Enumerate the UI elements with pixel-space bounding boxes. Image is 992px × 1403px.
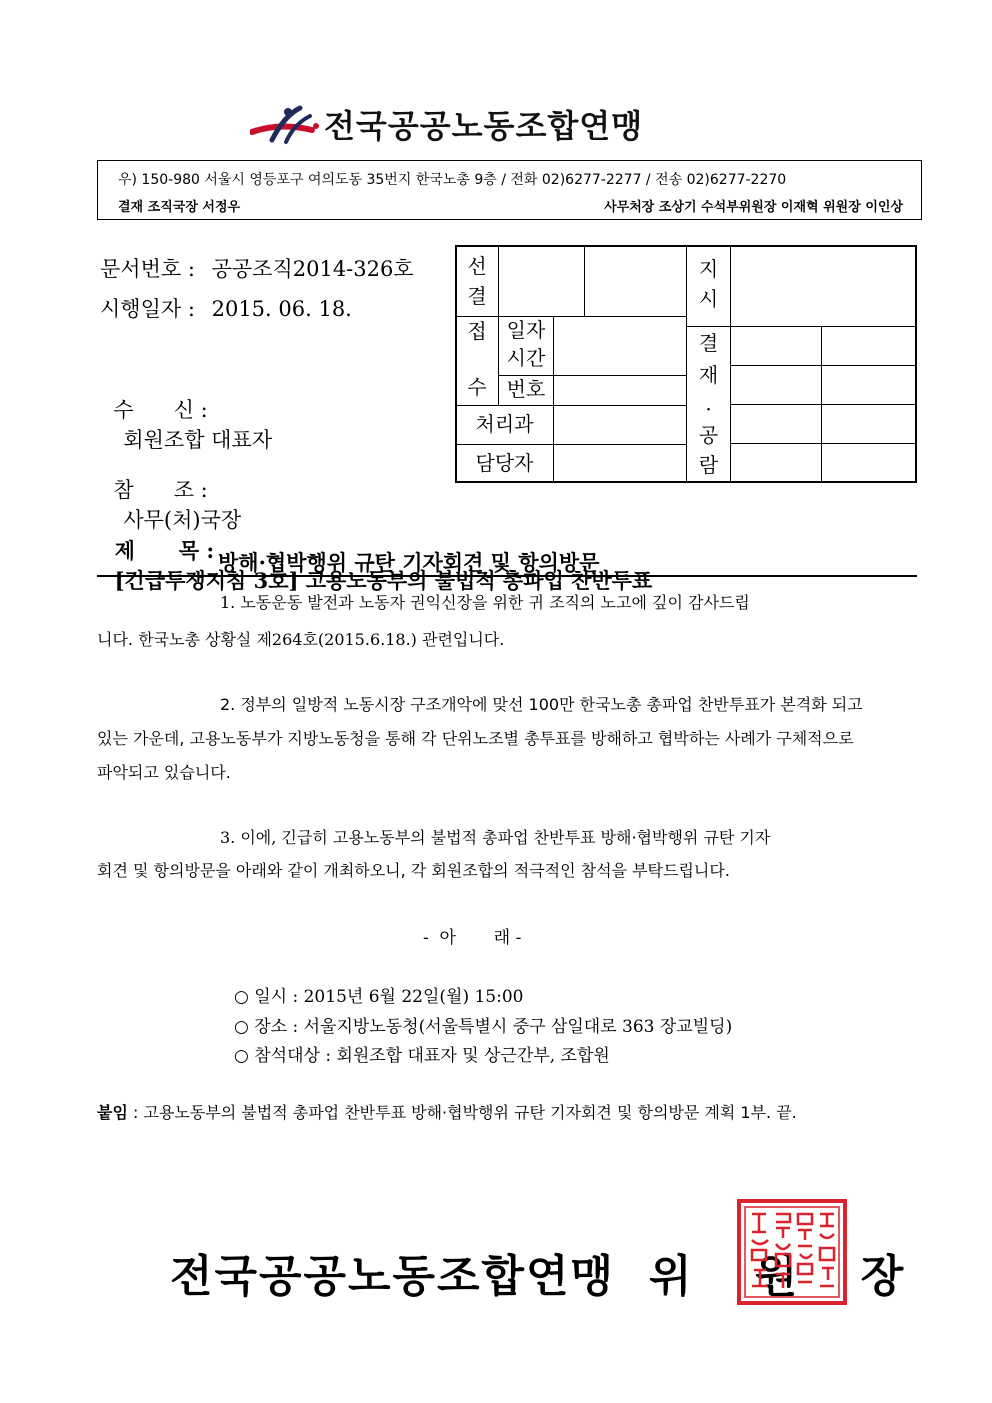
sungyeol-box-2 — [584, 245, 687, 317]
ilja-value-cell — [553, 316, 687, 376]
label-jeop: 접 — [467, 319, 487, 343]
official-seal-icon — [736, 1198, 848, 1306]
approval-box — [821, 443, 917, 483]
approver-left: 결재 조직국장 서정우 — [118, 200, 241, 215]
label-gyeol2: 결 — [698, 331, 719, 355]
enforce-date: 2015. 06. 18. — [211, 297, 352, 321]
approval-box — [730, 404, 822, 444]
approval-box — [821, 404, 917, 444]
subject-divider — [97, 575, 917, 577]
reference: 사무(처)국장 — [123, 508, 242, 532]
paragraph-2-line-2: 있는 가운데, 고용노동부가 지방노동청을 통해 각 단위노조별 총투표를 방해하고 협박하는 사례가 구체적으로 — [97, 729, 854, 748]
approver-right: 사무처장 조상기 수석부위원장 이재혁 위원장 이인상 — [604, 200, 903, 215]
recipient-label: 수 신 : — [113, 398, 208, 422]
recipient: 회원조합 대표자 — [123, 428, 273, 452]
doc-number: 공공조직2014-326호 — [211, 257, 414, 281]
signature-title: 위 원 장 — [649, 1251, 928, 1302]
label-jae: 재 — [698, 363, 719, 387]
recipient-row — [100, 370, 272, 454]
below-heading: - 아 래 - — [423, 928, 522, 948]
label-dot: · — [705, 397, 712, 421]
date-row — [100, 293, 352, 323]
union-logo-icon — [250, 102, 330, 146]
label-ilja: 일자 — [506, 318, 546, 342]
attachment-row — [97, 1100, 797, 1123]
doc-number-row — [100, 253, 414, 283]
approval-box — [821, 326, 917, 366]
approval-grid — [455, 245, 917, 483]
doc-number-label: 문서번호 : — [100, 257, 195, 281]
label-su: 수 — [467, 375, 487, 399]
org-name-header: 전국공공노동조합연맹 — [324, 107, 644, 145]
approval-box — [730, 443, 822, 483]
date-label: 시행일자 : — [100, 297, 195, 321]
paragraph-1-line-2: 니다. 한국노총 상황실 제264호(2015.6.18.) 관련입니다. — [97, 630, 505, 649]
label-beonho: 번호 — [506, 377, 546, 401]
label-cheorigwa: 처리과 — [475, 412, 534, 436]
label-ram: 람 — [698, 453, 719, 477]
damdangja-value-cell — [553, 444, 687, 483]
letterhead — [250, 100, 643, 148]
attachment-label: 붙임 — [97, 1103, 128, 1122]
label-sun: 선 — [467, 254, 487, 278]
detail-item-attendees: ○ 참석대상 : 회원조합 대표자 및 상근간부, 조합원 — [234, 1046, 610, 1066]
paragraph-3-line-1: 3. 이에, 긴급히 고용노동부의 불법적 총파업 찬반투표 방해·협박행위 규탄 기자 — [220, 828, 771, 847]
paragraph-1-line-1: 1. 노동운동 발전과 노동자 권익신장을 위한 귀 조직의 노고에 깊이 감사드립 — [220, 593, 750, 612]
attachment-text: : 고용노동부의 불법적 총파업 찬반투표 방해·협박행위 규탄 기자회견 및 항의방문 계획 1부. 끝. — [127, 1103, 797, 1122]
sungyeol-box-1 — [498, 245, 585, 317]
label-damdangja: 담당자 — [475, 451, 534, 475]
beonho-value-cell — [553, 375, 687, 406]
label-ji: 지 — [698, 257, 719, 281]
label-si: 시 — [698, 287, 719, 311]
label-gyeol: 결 — [467, 284, 487, 308]
detail-item-place: ○ 장소 : 서울지방노동청(서울특별시 중구 삼일대로 363 장교빌딩) — [234, 1017, 733, 1037]
reference-label: 참 조 : — [113, 478, 208, 502]
paragraph-2-line-1: 2. 정부의 일방적 노동시장 구조개악에 맞선 100만 한국노총 총파업 찬반투표가 본격화 되고 — [220, 695, 863, 714]
label-gong: 공 — [698, 423, 719, 447]
subject-label: 제 목 : — [114, 538, 215, 563]
jisi-value-cell — [730, 245, 917, 327]
label-sigan: 시간 — [506, 346, 546, 370]
paragraph-3-line-2: 회견 및 항의방문을 아래와 같이 개최하오니, 각 회원조합의 적극적인 참석을 부탁드립니다. — [97, 861, 730, 880]
signature-org: 전국공공노동조합연맹 — [170, 1251, 616, 1302]
cheorigwa-value-cell — [553, 405, 687, 445]
subject-line-2: 방해·협박행위 규탄 기자회견 및 항의방문 — [218, 550, 600, 575]
subject-line-1: [긴급투쟁지침 3호] 고용노동부의 불법적 총파업 찬반투표 — [114, 568, 653, 593]
approval-box — [821, 365, 917, 405]
address-box — [97, 160, 922, 220]
paragraph-2-line-3: 파악되고 있습니다. — [97, 763, 231, 782]
approval-box — [730, 365, 822, 405]
approval-box — [730, 326, 822, 366]
detail-item-date: ○ 일시 : 2015년 6월 22일(월) 15:00 — [234, 987, 524, 1007]
address-line: 우) 150-980 서울시 영등포구 여의도동 35번지 한국노총 9층 / 전화 02)6277-2277 / 전송 02)6277-2270 — [118, 172, 787, 188]
